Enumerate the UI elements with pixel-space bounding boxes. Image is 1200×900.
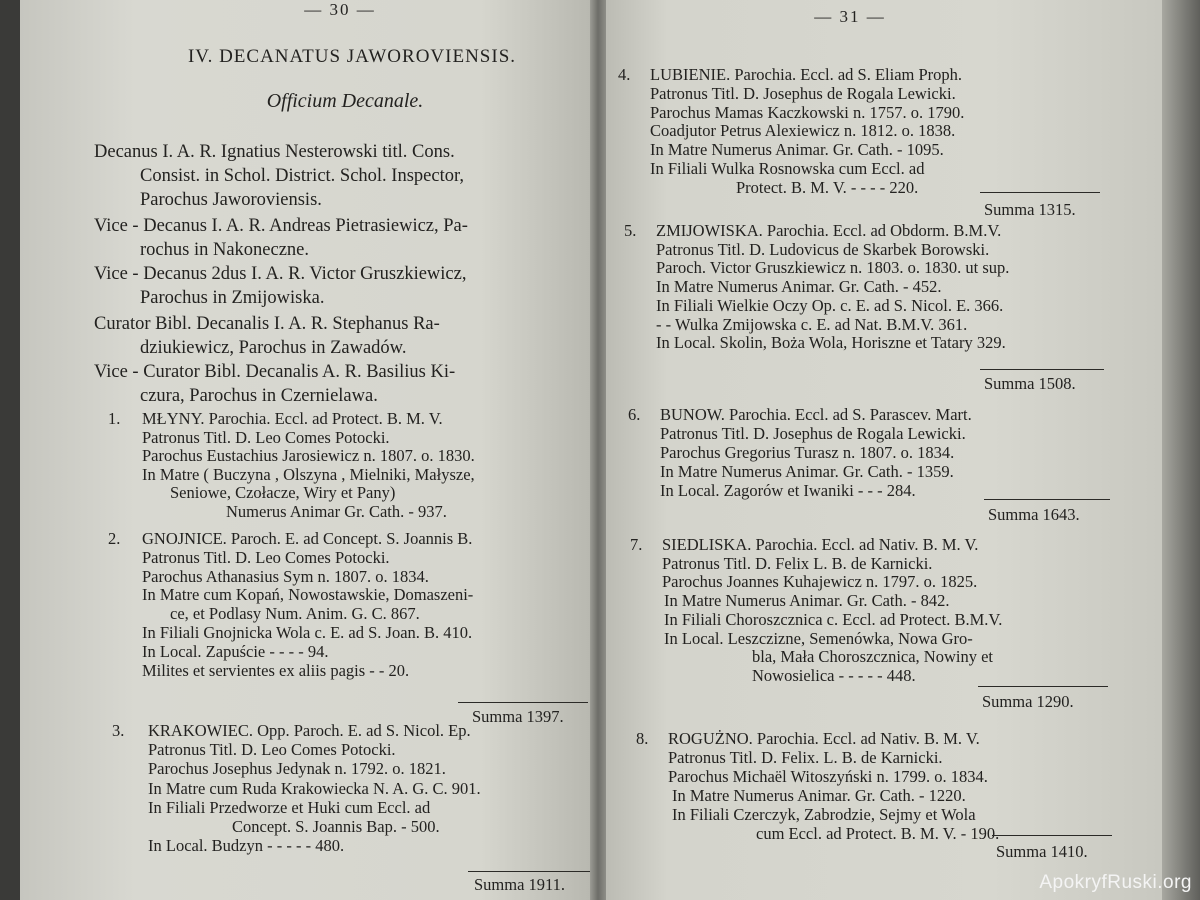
parish-heading: ROGUŻNO. Parochia. Eccl. ad Nativ. B. M. V. xyxy=(668,729,980,748)
entry-line: Patronus Titl. D. Leo Comes Potocki. xyxy=(142,547,390,567)
entry-line: In Matre Numerus Animar. Gr. Cath. - 452. xyxy=(656,277,942,297)
summa-rule xyxy=(978,686,1108,687)
book-gutter xyxy=(590,0,606,900)
entry-line: In Filiali Przedworze et Huki cum Eccl. ad xyxy=(148,797,431,817)
entry-line: In Local. Leszczizne, Semenówka, Nowa Gro- xyxy=(664,628,973,648)
entry-line: In Local. Zapuście - - - - 94. xyxy=(142,641,329,661)
entry-line: Protect. B. M. V. - - - - 220. xyxy=(736,177,919,197)
official-line: dziukiewicz, Parochus in Zawadów. xyxy=(140,338,407,358)
summa-rule xyxy=(984,499,1110,500)
entry-line: Numerus Animar Gr. Cath. - 937. xyxy=(226,502,447,521)
entry-line: In Filiali Wielkie Oczy Op. c. E. ad S. Nicol. E. 366. xyxy=(656,295,1004,315)
page-number: — 31 — xyxy=(814,7,886,26)
entry-line: bla, Mała Choroszcznica, Nowiny et xyxy=(752,647,994,667)
entry-line: In Matre cum Ruda Krakowiecka N. A. G. C. 901. xyxy=(148,778,481,798)
summa-total: Summa 1643. xyxy=(988,505,1080,524)
entry-line: Patronus Titl. D. Josephus de Rogala Lewicki. xyxy=(650,83,956,103)
parish-heading: LUBIENIE. Parochia. Eccl. ad S. Eliam Proph. xyxy=(650,65,963,84)
entry-line: Concept. S. Joannis Bap. - 500. xyxy=(232,817,440,836)
entry-line: In Local. Zagorów et Iwaniki - - - 284. xyxy=(660,481,916,500)
entry-line: Nowosielica - - - - - 448. xyxy=(752,665,916,685)
entry-number: 5. xyxy=(624,221,637,240)
parish-heading: ZMIJOWISKA. Parochia. Eccl. ad Obdorm. B.M.V. xyxy=(656,221,1002,240)
summa-total: Summa 1508. xyxy=(984,374,1076,393)
entry-line: Parochus Michaël Witoszyński n. 1799. o. 1834. xyxy=(668,766,988,786)
entry-number: 4. xyxy=(618,65,631,84)
entry-line: In Local. Budzyn - - - - - 480. xyxy=(148,836,345,856)
entry-line: Parochus Mamas Kaczkowski n. 1757. o. 1790. xyxy=(650,102,965,122)
entry-line: Patronus Titl. D. Felix L. B. de Karnicki. xyxy=(662,553,933,573)
parish-heading: GNOJNICE. Paroch. E. ad Concept. S. Joannis B. xyxy=(142,529,473,548)
entry-line: Parochus Athanasius Sym n. 1807. o. 1834. xyxy=(142,566,429,586)
entry-line: ce, et Podlasy Num. Anim. G. C. 867. xyxy=(170,604,420,624)
entry-number: 6. xyxy=(628,405,641,424)
section-title: IV. DECANATUS JAWOROVIENSIS. xyxy=(187,46,517,67)
official-line: Vice - Decanus I. A. R. Andreas Pietrasiewicz, Pa- xyxy=(94,216,468,236)
official-line: Vice - Decanus 2dus I. A. R. Victor Gruszkiewicz, xyxy=(94,264,467,284)
entry-line: cum Eccl. ad Protect. B. M. V. - 190. xyxy=(756,823,1000,843)
subsection-title: Officium Decanale. xyxy=(266,90,424,112)
watermark: ApokryfRuski.org xyxy=(1039,872,1192,893)
summa-rule xyxy=(980,192,1100,193)
entry-line: In Matre cum Kopań, Nowostawskie, Domaszeni- xyxy=(142,585,474,605)
entry-line: Seniowe, Czołacze, Wiry et Pany) xyxy=(170,483,396,503)
entry-line: In Matre Numerus Animar. Gr. Cath. - 1220. xyxy=(672,785,966,805)
entry-line: In Matre Numerus Animar. Gr. Cath. - 1095. xyxy=(650,140,944,160)
official-line: Decanus I. A. R. Ignatius Nesterowski titl. Cons. xyxy=(94,142,455,162)
entry-line: In Matre ( Buczyna , Olszyna , Mielniki, Małysze, xyxy=(142,464,475,484)
parish-heading: MŁYNY. Parochia. Eccl. ad Protect. B. M. V. xyxy=(142,409,443,428)
entry-line: In Matre Numerus Animar. Gr. Cath. - 1359. xyxy=(660,462,954,481)
entry-line: Patronus Titl. D. Josephus de Rogala Lewicki. xyxy=(660,424,966,443)
entry-line: Parochus Eustachius Jarosiewicz n. 1807. o. 1830. xyxy=(142,446,475,466)
entry-number: 7. xyxy=(630,535,643,554)
entry-line: Parochus Gregorius Turasz n. 1807. o. 1834. xyxy=(660,443,955,462)
entry-line: Parochus Josephus Jedynak n. 1792. o. 1821. xyxy=(148,759,446,779)
page-number: — 30 — xyxy=(304,0,376,19)
official-line: Consist. in Schol. District. Schol. Inspector, xyxy=(140,166,465,186)
summa-rule xyxy=(992,835,1112,836)
entry-line: Coadjutor Petrus Alexiewicz n. 1812. o. 1838. xyxy=(650,121,956,141)
entry-line: Parochus Joannes Kuhajewicz n. 1797. o. 1825. xyxy=(662,572,978,592)
official-line: Curator Bibl. Decanalis I. A. R. Stephanus Ra- xyxy=(94,314,440,334)
summa-rule xyxy=(458,702,588,703)
official-line: Parochus in Zmijowiska. xyxy=(140,288,325,308)
official-line: czura, Parochus in Czernielawa. xyxy=(140,386,378,406)
parish-heading: KRAKOWIEC. Opp. Paroch. E. ad S. Nicol. Ep. xyxy=(148,721,471,740)
page-edges xyxy=(1162,0,1200,900)
entry-line: - - Wulka Zmijowska c. E. ad Nat. B.M.V. 361. xyxy=(656,314,968,334)
summa-total: Summa 1911. xyxy=(474,875,566,894)
summa-rule xyxy=(468,871,590,872)
entry-number: 2. xyxy=(108,529,121,548)
summa-total: Summa 1290. xyxy=(982,692,1074,711)
entry-line: In Local. Skolin, Boża Wola, Horiszne et Tatary 329. xyxy=(656,333,1006,353)
summa-total: Summa 1410. xyxy=(996,842,1088,861)
entry-line: Paroch. Victor Gruszkiewicz n. 1803. o. 1830. ut sup. xyxy=(656,258,1010,278)
entry-line: Patronus Titl. D. Felix. L. B. de Karnicki. xyxy=(668,747,943,767)
entry-line: In Filiali Czerczyk, Zabrodzie, Sejmy et Wola xyxy=(672,804,976,824)
entry-line: In Filiali Choroszcznica c. Eccl. ad Protect. B.M.V. xyxy=(664,609,1003,629)
entry-line: Patronus Titl. D. Ludovicus de Skarbek Borowski. xyxy=(656,239,990,259)
entry-number: 8. xyxy=(636,729,649,748)
official-line: rochus in Nakoneczne. xyxy=(140,240,310,260)
entry-number: 1. xyxy=(108,409,121,428)
parish-heading: SIEDLISKA. Parochia. Eccl. ad Nativ. B. M. V. xyxy=(662,535,979,554)
summa-rule xyxy=(980,369,1104,370)
official-line: Vice - Curator Bibl. Decanalis A. R. Basilius Ki- xyxy=(94,362,456,382)
entry-line: In Filiali Wulka Rosnowska cum Eccl. ad xyxy=(650,159,925,178)
entry-line: Patronus Titl. D. Leo Comes Potocki. xyxy=(148,740,396,760)
entry-line: In Filiali Gnojnicka Wola c. E. ad S. Joan. B. 410. xyxy=(142,623,473,642)
parish-heading: BUNOW. Parochia. Eccl. ad S. Parascev. Mart. xyxy=(660,405,972,424)
summa-total: Summa 1315. xyxy=(984,200,1076,219)
entry-number: 3. xyxy=(112,721,125,740)
official-line: Parochus Jaworoviensis. xyxy=(140,190,322,210)
entry-line: Milites et servientes ex aliis pagis - - 20. xyxy=(142,660,410,680)
entry-line: Patronus Titl. D. Leo Comes Potocki. xyxy=(142,427,390,447)
summa-total: Summa 1397. xyxy=(472,707,564,726)
entry-line: In Matre Numerus Animar. Gr. Cath. - 842. xyxy=(664,591,950,611)
